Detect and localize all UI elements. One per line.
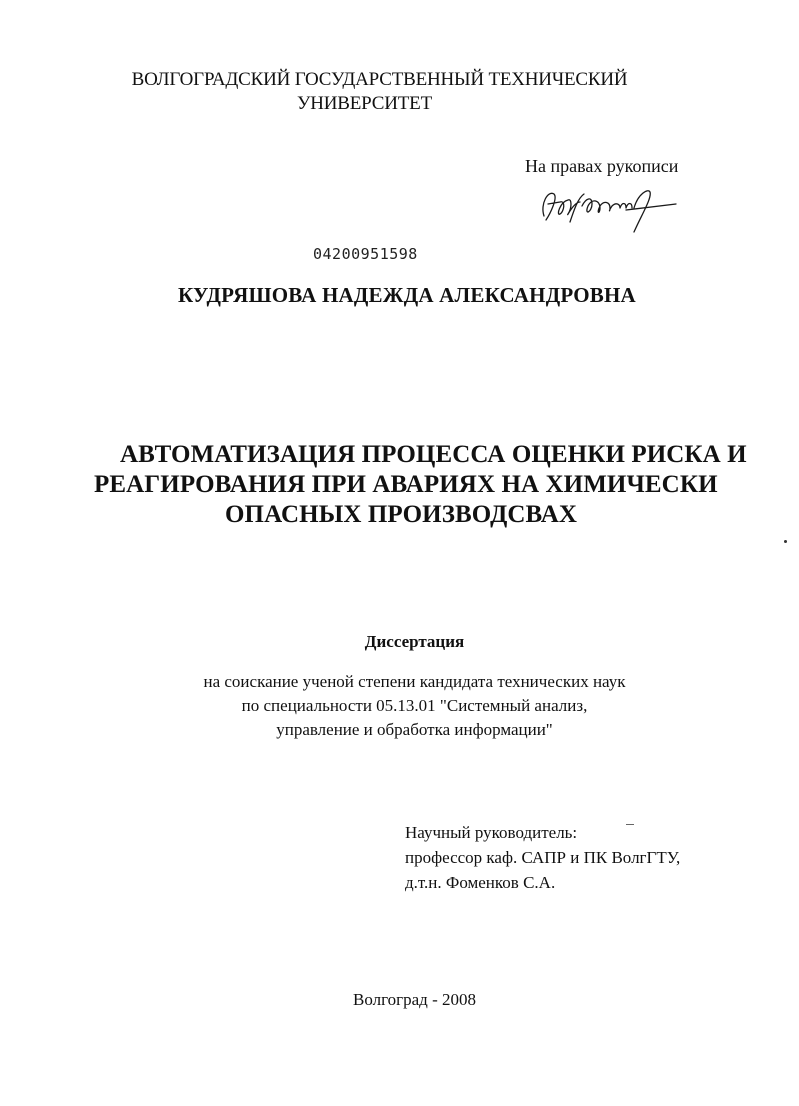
supervisor-line2: профессор каф. САПР и ПК ВолгГТУ, (405, 848, 681, 867)
university-name (0, 68, 799, 116)
dissertation-title-line1: АВТОМАТИЗАЦИЯ ПРОЦЕССА ОЦЕНКИ РИСКА И (120, 441, 747, 468)
university-name-line2: УНИВЕРСИТЕТ (297, 93, 432, 114)
university-name-line1: ВОЛГОГРАДСКИЙ ГОСУДАРСТВЕННЫЙ ТЕХНИЧЕСКИЙ (131, 69, 628, 90)
rights-note: На правах рукописи (525, 156, 679, 176)
document-type: Диссертация (364, 632, 465, 651)
degree-line2: по специальности 05.13.01 "Системный анализ, (241, 696, 588, 715)
degree-line1: на соискание ученой степени кандидата технических наук (203, 672, 626, 691)
dissertation-title-line3: ОПАСНЫХ ПРОИЗВОДСВАХ (225, 501, 578, 528)
inventory-number: 04200951598 (313, 245, 418, 263)
author-signature (530, 180, 680, 242)
stray-mark (784, 540, 787, 543)
degree-description (0, 670, 799, 742)
city-year: Волгоград - 2008 (353, 990, 476, 1009)
supervisor-line1: Научный руководитель: (405, 823, 578, 842)
dissertation-title-line2: РЕАГИРОВАНИЯ ПРИ АВАРИЯХ НА ХИМИЧЕСКИ (94, 471, 718, 498)
author-name: КУДРЯШОВА НАДЕЖДА АЛЕКСАНДРОВНА (178, 283, 636, 307)
supervisor-line3: д.т.н. Фоменков С.А. (405, 873, 556, 892)
degree-line3: управление и обработка информации" (276, 720, 553, 739)
supervisor-block (405, 820, 680, 895)
stray-tick-mark (626, 824, 634, 825)
